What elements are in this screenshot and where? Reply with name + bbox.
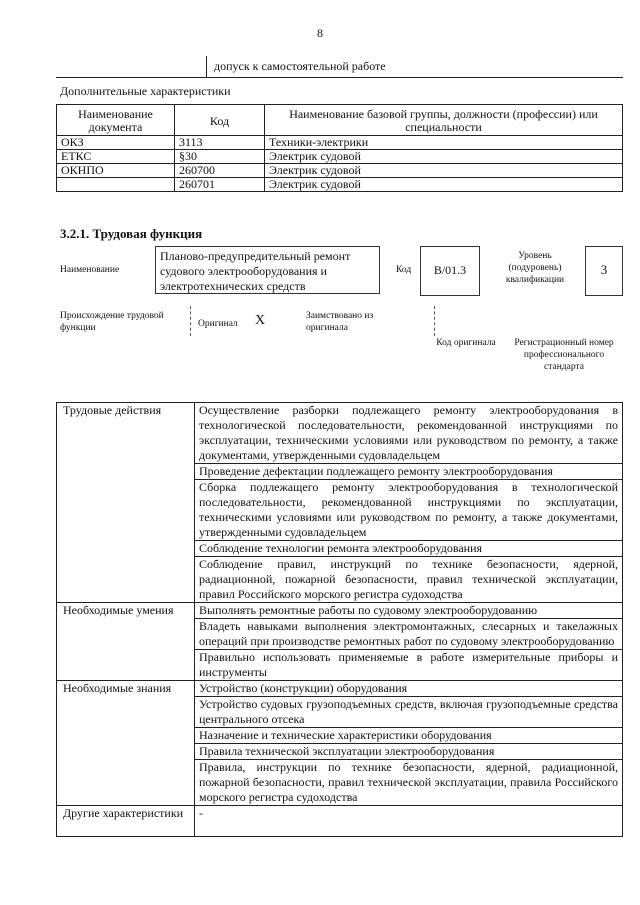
page-number: 8 [317,26,323,40]
list-item: Назначение и технические характеристики оборудования [195,728,623,744]
borrowed-label: Заимствовано из оригинала [306,311,374,333]
row-header-knowledge: Необходимые знания [57,681,195,806]
list-item: Владеть навыками выполнения электромонтажных, слесарных и такелажных операций при производстве ремонтных работ по судовому электрооборудованию [195,619,623,650]
cell-name: Электрик судовой [265,150,623,164]
cell-code: 260701 [175,178,265,192]
cell-doc: ЕТКС [57,150,175,164]
cell-code: 3113 [175,136,265,150]
list-item: Выполнять ремонтные работы по судовому электрооборудованию [195,603,623,619]
list-item: Правильно использовать применяемые в работе измерительные приборы и инструменты [195,650,623,681]
col-code: Код [175,105,265,136]
origin-label: Происхождение трудовой функции [60,311,164,333]
function-details-table [56,402,623,837]
cell-doc: ОКНПО [57,164,175,178]
classifier-table [56,104,623,192]
table-row [57,603,623,619]
row-header-other: Другие характеристики [57,806,195,837]
continuation-text: допуск к самостоятельной работе [214,59,386,73]
list-item: Правила технической эксплуатации электрооборудования [195,744,623,760]
row-header-skills: Необходимые умения [57,603,195,681]
classifier-header-row [57,105,623,136]
cell-code: 260700 [175,164,265,178]
function-code-box: B/01.3 [420,246,480,296]
cell-name: Техники-электрики [265,136,623,150]
col-group-name: Наименование базовой группы, должности (профессии) или специальности [265,105,623,136]
list-item: - [195,806,623,837]
list-item: Соблюдение правил, инструкций по технике безопасности, ядерной, радиационной, пожарной безопасности, правил технической эксплуатации, правил Российского морского регистра судоходства [195,557,623,603]
original-mark: X [255,313,266,328]
list-item: Устройство судовых грузоподъемных средств, включая грузоподъемные средства центрального отсека [195,697,623,728]
row-bottom-line [56,77,623,78]
name-label: Наименование [60,265,120,275]
table-row [57,178,623,192]
table-row [57,403,623,464]
list-item: Проведение дефектации подлежащего ремонту электрооборудования [195,464,623,480]
list-item: Правила, инструкции по технике безопасности, ядерной, радиационной, пожарной безопасности, правил технической эксплуатации, правила Российского морского регистра судоходства [195,760,623,806]
list-item: Соблюдение технологии ремонта электрооборудования [195,541,623,557]
list-item: Устройство (конструкции) оборудования [195,681,623,697]
function-name-box: Планово-предупредительный ремонт судового электрооборудования и электротехнических средств [155,246,380,294]
section-title: 3.2.1. Трудовая функция [60,226,203,241]
additional-title: Дополнительные характеристики [60,84,231,98]
level-box: 3 [585,246,623,296]
reg-num-label: Регистрационный номер профессионального стандарта [514,338,614,372]
table-row [57,136,623,150]
table-row [57,806,623,837]
list-item: Осуществление разборки подлежащего ремонту электрооборудования в технологической последовательности, рекомендованной инструкциями по эксплуатации, техническими условиями или руководством по ремонту, а также документами, утвержденными судовладельцем [195,403,623,464]
table-row [57,150,623,164]
list-item: Сборка подлежащего ремонту электрооборудования в технологической последовательности, рекомендованной инструкциями по эксплуатации, техническими условиями или руководством по ремонту, а также документами, утвержденными судовладельцем [195,480,623,541]
orig-code-divider [434,306,435,336]
row-divider [206,56,207,78]
cell-doc [57,178,175,192]
original-label: Оригинал [198,319,238,329]
continuation-row [56,56,623,78]
cell-code: §30 [175,150,265,164]
row-header-actions: Трудовые действия [57,403,195,603]
col-doc-name: Наименование документа [57,105,175,136]
cell-name: Электрик судовой [265,178,623,192]
level-label: Уровень (подуровень) квалификации [505,251,565,285]
cell-name: Электрик судовой [265,164,623,178]
orig-code-label: Код оригинала [436,338,496,348]
code-label: Код [396,265,412,275]
table-row [57,681,623,697]
table-row [57,164,623,178]
cell-doc: ОКЗ [57,136,175,150]
